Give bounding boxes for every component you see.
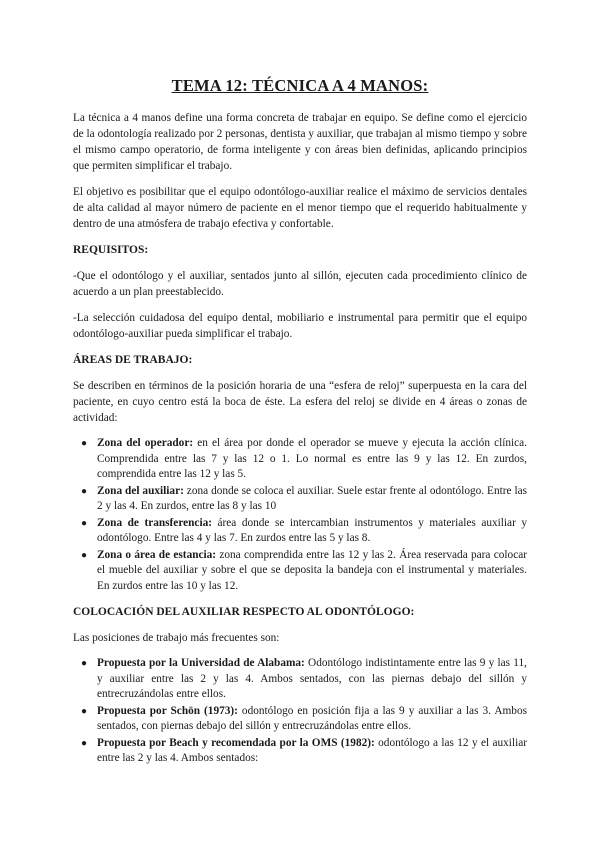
requisito-1: -Que el odontólogo y el auxiliar, sentados junto al sillón, ejecuten cada procedimiento clínico de acuerdo a un plan preestablecido. bbox=[73, 270, 527, 298]
bullet-icon: ● bbox=[81, 517, 88, 529]
list-item-term: Zona o área de estancia: bbox=[97, 548, 217, 561]
page-title: TEMA 12: TÉCNICA A 4 MANOS: bbox=[171, 76, 429, 95]
requisitos-heading: REQUISITOS: bbox=[73, 244, 149, 256]
colocacion-intro: Las posiciones de trabajo más frecuentes son: bbox=[73, 632, 280, 644]
bullet-icon: ● bbox=[81, 438, 88, 449]
list-item-text: Odontólogo indistintamente entre las 9 y las 11, y auxiliar entre las 2 y las 4. Ambos sentados, con las piernas debajo del sillón y entrecruzándolas entre ellos. bbox=[97, 657, 527, 700]
list-item-term: Propuesta por Beach y recomendada por la OMS (1982): bbox=[97, 736, 375, 749]
list-item-term: Propuesta por la Universidad de Alabama: bbox=[97, 657, 305, 669]
list-item bbox=[81, 516, 527, 547]
list-item-text: zona donde se coloca el auxiliar. Suele estar frente al odontólogo. Entre las 2 y las 4. En zurdos, entre las 8 y las 10 bbox=[97, 484, 527, 512]
list-item-text: odontólogo en posición fija a las 9 y auxiliar a las 3. Ambos sentados, con piernas debajo del sillón y entrecruzándolas entre ellos. bbox=[97, 704, 527, 732]
areas-list bbox=[73, 436, 527, 594]
colocacion-heading: COLOCACIÓN DEL AUXILIAR RESPECTO AL ODONTÓLOGO: bbox=[73, 606, 415, 618]
areas-heading: ÁREAS DE TRABAJO: bbox=[73, 354, 193, 366]
list-item-text: odontólogo a las 12 y el auxiliar entre las 2 y las 4. Ambos sentados: bbox=[97, 736, 527, 764]
list-item-term: Zona de transferencia: bbox=[97, 516, 212, 529]
list-item-text: área donde se intercambian instrumentos y materiales auxiliar y odontólogo. Entre las 4 y las 7. En zurdos entre las 5 y las 8. bbox=[97, 516, 527, 544]
bullet-icon: ● bbox=[81, 549, 88, 561]
requisito-2: -La selección cuidadosa del equipo dental, mobiliario e instrumental para permitir que el equipo odontólogo-auxiliar pueda simplificar el trabajo. bbox=[73, 312, 527, 340]
bullet-icon: ● bbox=[81, 658, 88, 669]
list-item bbox=[81, 484, 527, 515]
bullet-icon: ● bbox=[81, 737, 88, 749]
list-item bbox=[81, 704, 527, 735]
list-item-term: Zona del operador: bbox=[97, 437, 194, 449]
list-item-term: Zona del auxiliar: bbox=[97, 484, 184, 497]
list-item bbox=[81, 736, 527, 767]
list-item bbox=[81, 436, 528, 483]
bullet-icon: ● bbox=[81, 485, 88, 497]
list-item-text: zona comprendida entre las 12 y las 2. Área reservada para colocar el mueble del auxiliar y sobre el que se deposita la bandeja con el instrumental y materiales. En zurdos entre las 10 y las 12. bbox=[97, 548, 527, 592]
colocacion-list bbox=[73, 656, 527, 767]
list-item bbox=[81, 548, 527, 595]
areas-intro: Se describen en términos de la posición horaria de una “esfera de reloj” superpuesta en la cara del paciente, en cuyo centro está la boca de éste. La esfera del reloj se divide en 4 áreas o zonas de actividad: bbox=[73, 380, 527, 424]
list-item-text: en el área por donde el operador se mueve y ejecuta la acción clínica. Comprendida entre las 7 y las 12 o 1. Lo normal es entre las 9 y las 12. En zurdos, comprendida entre las 12 y las 5. bbox=[97, 437, 528, 480]
bullet-icon: ● bbox=[81, 705, 88, 717]
intro-paragraph-1: La técnica a 4 manos define una forma concreta de trabajar en equipo. Se define como el ejercicio de la odontología realizado por 2 personas, dentista y auxiliar, que trabajan al mismo tiempo y sobre el mismo campo operatorio, de forma inteligente y con áreas bien definidas, aplicando principios que permiten simplificar el trabajo. bbox=[73, 112, 527, 172]
intro-paragraph-2: El objetivo es posibilitar que el equipo odontólogo-auxiliar realice el máximo de servicios dentales de alta calidad al mayor número de paciente en el menor tiempo que el requerido habitualmente y dentro de una atmósfera de trabajo efectiva y confortable. bbox=[73, 186, 527, 230]
document-page bbox=[73, 76, 527, 777]
list-item-term: Propuesta por Schön (1973): bbox=[97, 704, 238, 717]
list-item bbox=[81, 656, 527, 703]
